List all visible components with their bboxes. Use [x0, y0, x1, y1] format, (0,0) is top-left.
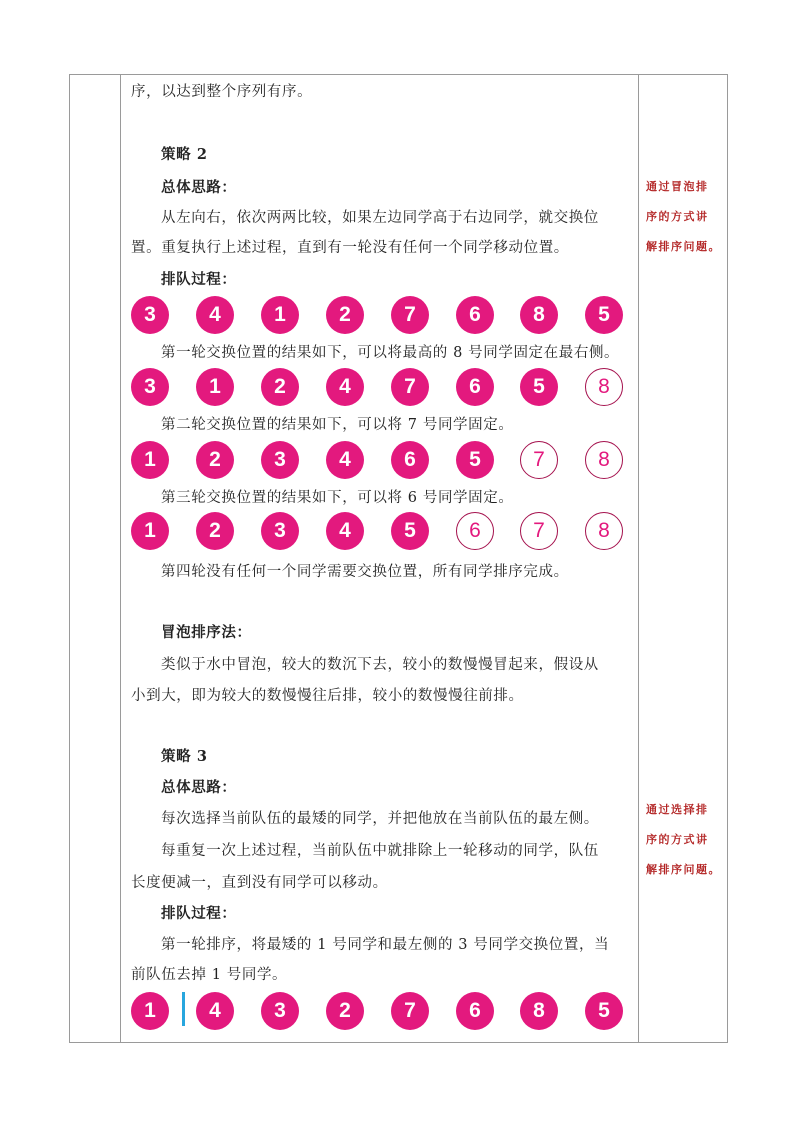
student-6-circle: 6 [456, 368, 494, 406]
student-7-circle: 7 [520, 512, 558, 550]
student-1-circle: 1 [196, 368, 234, 406]
student-5-circle: 5 [585, 992, 623, 1030]
student-4-circle: 4 [196, 992, 234, 1030]
text-line: 第一轮排序，将最矮的 1 号同学和最左侧的 3 号同学交换位置，当 [161, 937, 610, 953]
student-4-circle: 4 [326, 512, 364, 550]
student-5-circle: 5 [520, 368, 558, 406]
text-line: 第一轮交换位置的结果如下，可以将最高的 8 号同学固定在最右侧。 [161, 345, 620, 361]
ball-row [0, 368, 794, 408]
ball-row [0, 441, 794, 481]
strategy-2-process-heading: 排队过程： [161, 271, 237, 288]
note-line: 解排序问题。 [646, 863, 721, 876]
note-line: 序的方式讲 [646, 833, 709, 846]
student-3-circle: 3 [131, 296, 169, 334]
student-3-circle: 3 [261, 441, 299, 479]
student-6-circle: 6 [456, 992, 494, 1030]
ball-row [0, 512, 794, 552]
note-line: 通过冒泡排 [646, 180, 709, 193]
margin-note-bubble [646, 172, 721, 262]
strategy-2-title: 策略 2 [161, 146, 208, 163]
strategy-3-title: 策略 3 [161, 748, 208, 765]
student-8-circle: 8 [585, 368, 623, 406]
student-2-circle: 2 [326, 992, 364, 1030]
text-line: 类似于水中冒泡，较大的数沉下去，较小的数慢慢冒起来，假设从 [161, 657, 599, 673]
strategy-2-overall-heading: 总体思路： [161, 179, 237, 196]
student-8-circle: 8 [520, 992, 558, 1030]
student-8-circle: 8 [520, 296, 558, 334]
student-5-circle: 5 [585, 296, 623, 334]
student-2-circle: 2 [196, 441, 234, 479]
text-line: 每重复一次上述过程，当前队伍中就排除上一轮移动的同学，队伍 [161, 843, 599, 859]
table-column-divider-left [120, 74, 121, 1043]
text-line: 第三轮交换位置的结果如下，可以将 6 号同学固定。 [161, 490, 514, 506]
student-7-circle: 7 [391, 992, 429, 1030]
strategy-3-process-heading: 排队过程： [161, 905, 237, 922]
student-6-circle: 6 [391, 441, 429, 479]
text-line: 置。重复执行上述过程，直到有一轮没有任何一个同学移动位置。 [131, 240, 569, 256]
student-6-circle: 6 [456, 512, 494, 550]
student-1-circle: 1 [131, 441, 169, 479]
student-2-circle: 2 [261, 368, 299, 406]
student-7-circle: 7 [391, 296, 429, 334]
text-line: 长度便减一，直到没有同学可以移动。 [131, 875, 388, 891]
sorted-divider [182, 992, 185, 1026]
text-line: 序，以达到整个序列有序。 [131, 84, 313, 100]
student-1-circle: 1 [131, 992, 169, 1030]
student-2-circle: 2 [196, 512, 234, 550]
table-column-divider-right [638, 74, 639, 1043]
student-8-circle: 8 [585, 512, 623, 550]
ball-row [0, 296, 794, 336]
student-5-circle: 5 [391, 512, 429, 550]
note-line: 通过选择排 [646, 803, 709, 816]
student-2-circle: 2 [326, 296, 364, 334]
text-line: 第二轮交换位置的结果如下，可以将 7 号同学固定。 [161, 417, 514, 433]
student-4-circle: 4 [196, 296, 234, 334]
student-3-circle: 3 [261, 992, 299, 1030]
student-1-circle: 1 [131, 512, 169, 550]
student-8-circle: 8 [585, 441, 623, 479]
note-line: 解排序问题。 [646, 240, 721, 253]
margin-note-selection [646, 795, 721, 885]
text-line: 前队伍去掉 1 号同学。 [131, 967, 288, 983]
text-line: 每次选择当前队伍的最矮的同学，并把他放在当前队伍的最左侧。 [161, 811, 599, 827]
bubble-sort-heading: 冒泡排序法： [161, 624, 252, 641]
strategy-3-overall-heading: 总体思路： [161, 779, 237, 796]
text-line: 第四轮没有任何一个同学需要交换位置，所有同学排序完成。 [161, 564, 569, 580]
student-4-circle: 4 [326, 368, 364, 406]
student-4-circle: 4 [326, 441, 364, 479]
student-3-circle: 3 [131, 368, 169, 406]
student-6-circle: 6 [456, 296, 494, 334]
student-7-circle: 7 [520, 441, 558, 479]
text-line: 从左向右，依次两两比较，如果左边同学高于右边同学，就交换位 [161, 210, 599, 226]
note-line: 序的方式讲 [646, 210, 709, 223]
text-line: 小到大，即为较大的数慢慢往后排，较小的数慢慢往前排。 [131, 688, 524, 704]
student-1-circle: 1 [261, 296, 299, 334]
student-3-circle: 3 [261, 512, 299, 550]
student-7-circle: 7 [391, 368, 429, 406]
student-5-circle: 5 [456, 441, 494, 479]
ball-row [0, 992, 794, 1032]
